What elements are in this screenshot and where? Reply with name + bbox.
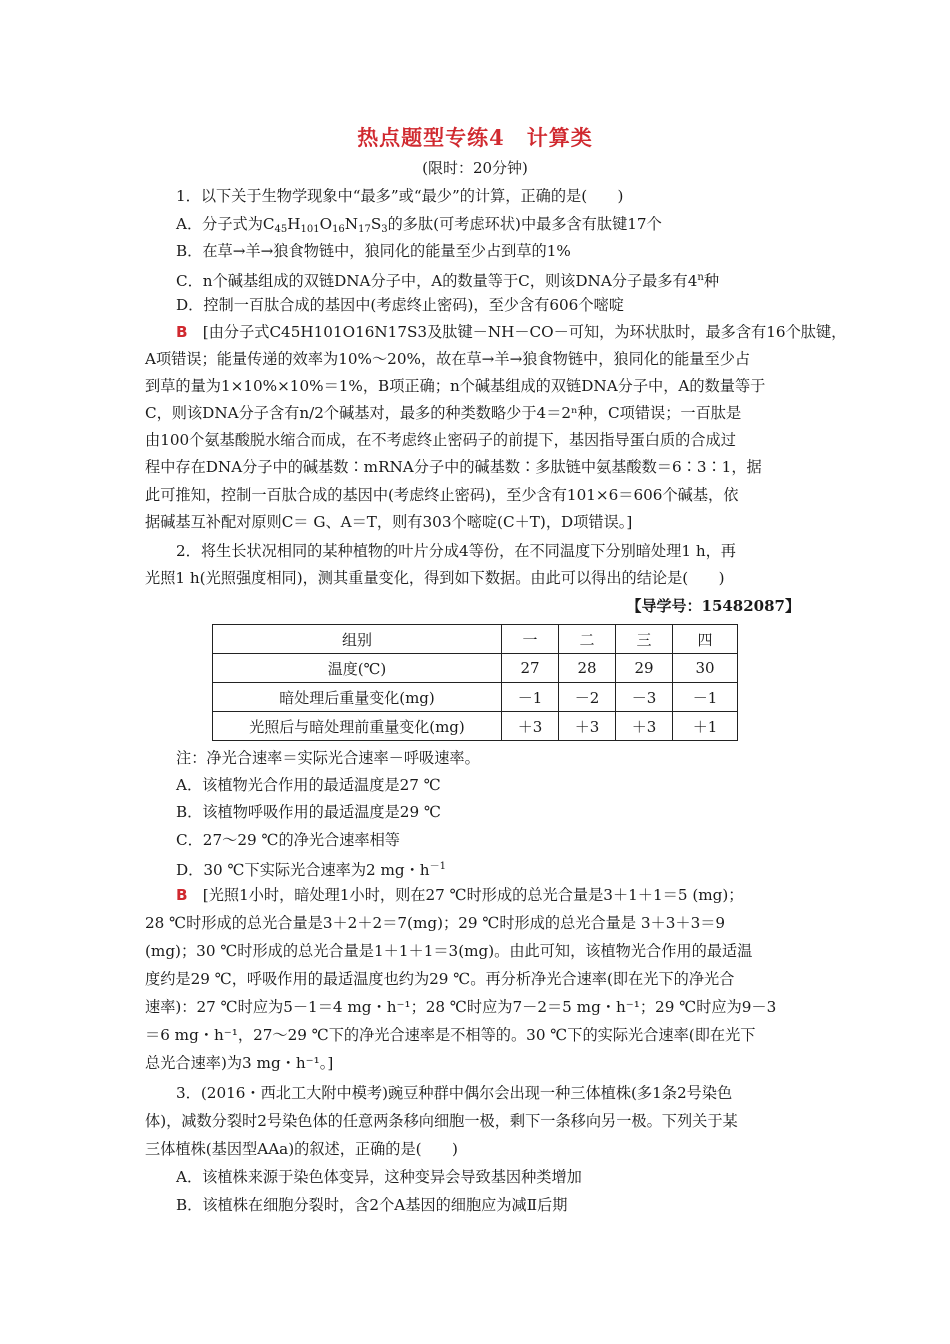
table-cell: ＋3 — [616, 712, 673, 741]
q1-explanation-line: C，则该DNA分子含有n/2个碱基对，最多的种类数略少于4＝2ⁿ种，C项错误；一百肽是 — [145, 404, 742, 422]
q1-explanation-line: 据碱基互补配对原则C＝ G、A＝T，则有303个嘧啶(C＋T)，D项错误。] — [145, 513, 633, 531]
q1-explanation-line: 由100个氨基酸脱水缩合而成，在不考虑终止密码子的前提下，基因指导蛋白质的合成过 — [145, 431, 736, 449]
q3-option-b: B．该植株在细胞分裂时，含2个A基因的细胞应为减Ⅱ后期 — [176, 1196, 568, 1214]
table-cell: 二 — [559, 625, 616, 654]
q2-option-d: D．30 ℃下实际光合速率为2 mg・$h^{-1}$ — [176, 861, 446, 879]
document-title: 热点题型专练4 计算类 — [357, 125, 593, 150]
q2-answer: B — [176, 886, 188, 904]
q1-option-b: B．在草→羊→狼食物链中，狼同化的能量至少占到草的1% — [176, 242, 571, 260]
q2-option-b: B．该植物呼吸作用的最适温度是29 ℃ — [176, 803, 441, 821]
q1-explanation-line: 程中存在DNA分子中的碱基数∶mRNA分子中的碱基数∶多肽链中氨基酸数＝6∶3∶1，据 — [145, 458, 762, 476]
table-cell: 30 — [673, 654, 738, 683]
table-row — [213, 654, 738, 683]
q1-explanation-line: 此可推知，控制一百肽合成的基因中(考虑终止密码)，至少含有101×6＝606个碱基，依 — [145, 486, 739, 504]
table-note: 注：净光合速率＝实际光合速率－呼吸速率。 — [176, 749, 480, 767]
table-cell: 温度(℃) — [213, 654, 502, 683]
table-cell: ＋1 — [673, 712, 738, 741]
table-row — [213, 712, 738, 741]
q3-stem: 三体植株(基因型AAa)的叙述，正确的是( ) — [145, 1140, 458, 1158]
data-table — [212, 624, 738, 741]
q1-explanation-line: A项错误；能量传递的效率为10%～20%，故在草→羊→狼食物链中，狼同化的能量至少占 — [145, 350, 751, 368]
q1-option-c: C．n个碱基组成的双链DNA分子中，A的数量等于C，则该DNA分子最多有4$^n$种 — [176, 272, 720, 290]
table-cell: ＋3 — [502, 712, 559, 741]
q3-stem: 体)，减数分裂时2号染色体的任意两条移向细胞一极，剩下一条移向另一极。下列关于某 — [145, 1112, 738, 1130]
q3-stem: 3．(2016・西北工大附中模考)豌豆种群中偶尔会出现一种三体植株(多1条2号染色 — [176, 1084, 733, 1102]
table-cell: 29 — [616, 654, 673, 683]
q1-explanation-line: 到草的量为1×10%×10%＝1%，B项正确；n个碱基组成的双链DNA分子中，A的数量等于 — [145, 377, 766, 395]
q1-option-d: D．控制一百肽合成的基因中(考虑终止密码)，至少含有606个嘧啶 — [176, 296, 624, 314]
table-cell: 四 — [673, 625, 738, 654]
guide-number: 【导学号：15482087】 — [626, 597, 800, 615]
table-cell: －1 — [673, 683, 738, 712]
table-cell: －3 — [616, 683, 673, 712]
q2-explanation-line: 度约是29 ℃，呼吸作用的最适温度也约为29 ℃。再分析净光合速率(即在光下的净光合 — [145, 970, 735, 988]
q1-stem: 1．以下关于生物学现象中“最多”或“最少”的计算，正确的是( ) — [176, 187, 624, 205]
table-cell: 组别 — [213, 625, 502, 654]
q2-explanation-line: 速率)：27 ℃时应为5－1＝4 mg・h⁻¹；28 ℃时应为7－2＝5 mg・h⁻¹；29 ℃时应为9－3 — [145, 998, 777, 1016]
time-limit: (限时：20分钟) — [422, 159, 528, 177]
q2-stem: 光照1 h(光照强度相同)，测其重量变化，得到如下数据。由此可以得出的结论是( ) — [145, 569, 725, 587]
q2-option-a: A．该植物光合作用的最适温度是27 ℃ — [176, 776, 441, 794]
q3-option-a: A．该植株来源于染色体变异，这种变异会导致基因种类增加 — [176, 1168, 582, 1186]
table-cell: 光照后与暗处理前重量变化(mg) — [213, 712, 502, 741]
q2-explanation-line: ＝6 mg・h⁻¹，27～29 ℃下的净光合速率是不相等的。30 ℃下的实际光合速率(即在光下 — [145, 1026, 756, 1044]
table-cell: 一 — [502, 625, 559, 654]
q1-explanation-line: B [由分子式C45H101O16N17S3及肽键－NH－CO－可知，为环状肽时，最多含有16个肽键， — [176, 323, 847, 341]
q1-answer: B — [176, 323, 188, 341]
q2-stem: 2．将生长状况相同的某种植物的叶片分成4等份，在不同温度下分别暗处理1 h，再 — [176, 542, 736, 560]
table-cell: －1 — [502, 683, 559, 712]
table-header-row — [213, 625, 738, 654]
table-cell: ＋3 — [559, 712, 616, 741]
q2-explanation-line: 28 ℃时形成的总光合量是3＋2＋2＝7(mg)；29 ℃时形成的总光合量是 3＋3＋3＝9 — [145, 914, 726, 932]
table-row — [213, 683, 738, 712]
q2-explanation-line: B [光照1小时，暗处理1小时，则在27 ℃时形成的总光合量是3＋1＋1＝5 (mg)； — [176, 886, 744, 904]
q1-option-a: A．分子式为$C_{45}H_{101}O_{16}N_{17}S_3$的多肽(可考虑环状)中最多含有肽键17个 — [176, 215, 662, 235]
table-cell: 三 — [616, 625, 673, 654]
table-cell: 27 — [502, 654, 559, 683]
table-cell: 暗处理后重量变化(mg) — [213, 683, 502, 712]
q2-explanation-line: (mg)；30 ℃时形成的总光合量是1＋1＋1＝3(mg)。由此可知，该植物光合作用的最适温 — [145, 942, 753, 960]
q2-option-c: C．27～29 ℃的净光合速率相等 — [176, 831, 400, 849]
table-cell: 28 — [559, 654, 616, 683]
table-cell: －2 — [559, 683, 616, 712]
q2-explanation-line: 总光合速率)为3 mg・h⁻¹。] — [145, 1054, 334, 1072]
